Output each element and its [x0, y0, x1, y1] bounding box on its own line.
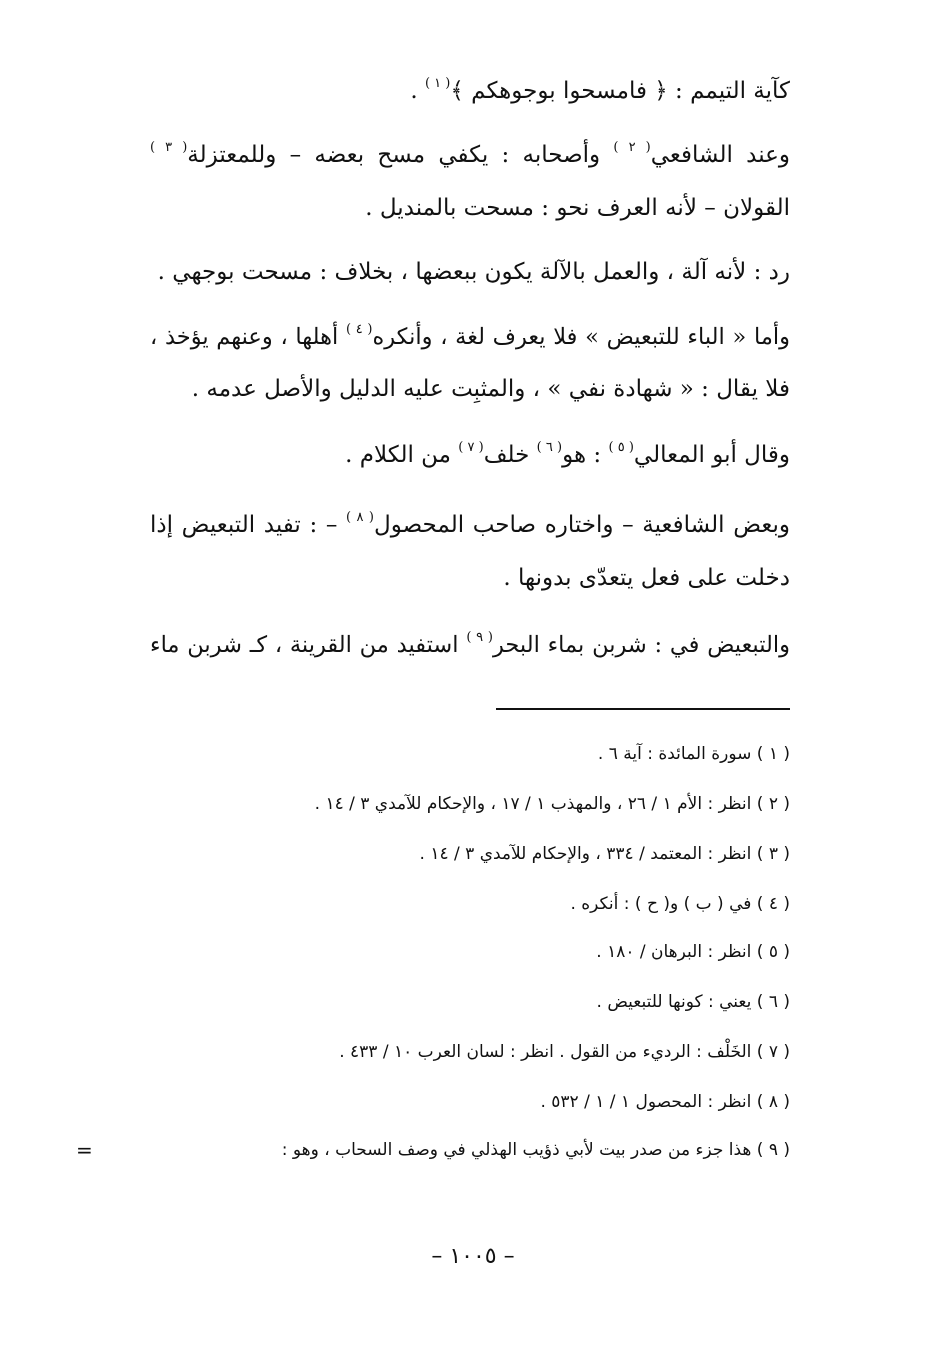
- footnote-ref-7: ( ٧ ): [458, 440, 484, 455]
- body-line-6: [150, 374, 790, 404]
- body-line-6-text: فلا يقال : « شهادة نفي » ، والمثبِت عليه الدليل والأصل عدمه .: [191, 376, 790, 402]
- body-line-2: [150, 140, 790, 170]
- body-line-5-tail: أهلها ، وعنهم يؤخذ ،: [150, 324, 346, 350]
- continuation-mark: =: [76, 1138, 93, 1162]
- body-line-1: [150, 76, 790, 106]
- footnote-7: ( ٧ ) الخَلْف : الرديء من القول . انظر : لسان العرب ١٠ / ٤٣٣ .: [339, 1042, 790, 1062]
- body-line-3: [150, 193, 790, 223]
- body-line-7-tail2: خلف: [483, 442, 537, 468]
- footnote-ref-6: ( ٦ ): [536, 440, 563, 455]
- page-number: – ١٠٠٥ –: [431, 1244, 515, 1269]
- body-line-2-tail: وأصحابه : يكفي مسح بعضه – وللمعتزلة: [187, 142, 614, 168]
- body-line-10: [150, 630, 790, 660]
- footnote-9: ( ٩ ) هذا جزء من صدر بيت لأبي ذؤيب الهذلي في وصف السحاب ، وهو :: [281, 1140, 790, 1160]
- body-line-9: [150, 563, 790, 593]
- body-line-8: [150, 510, 790, 540]
- footnote-ref-9: ( ٩ ): [466, 630, 493, 645]
- footnote-5: ( ٥ ) انظر : البرهان / ١٨٠ .: [596, 942, 790, 962]
- footnote-8: ( ٨ ) انظر : المحصول ١ / ١ / ٥٣٢ .: [540, 1092, 790, 1112]
- body-line-7: [150, 440, 790, 470]
- body-line-3-text: القولان – لأنه العرف نحو : مسحت بالمنديل .: [365, 195, 790, 221]
- footnote-ref-2: ( ٢ ): [613, 140, 651, 155]
- body-line-7-tail: : هو: [562, 442, 609, 468]
- body-line-9-text: دخلت على فعل يتعدّى بدونها .: [503, 565, 790, 591]
- body-line-5-text: وأما « الباء للتبعيض » فلا يعرف لغة ، وأنكره: [372, 324, 790, 350]
- footnote-ref-8: ( ٨ ): [345, 510, 375, 525]
- footnote-ref-3: ( ٣ ): [150, 140, 188, 155]
- footnote-ref-4: ( ٤ ): [345, 322, 373, 337]
- body-line-4-text: رد : لأنه آلة ، والعمل بالآلة يكون ببعضها ، بخلاف : مسحت بوجهي .: [157, 259, 790, 285]
- footnote-6: ( ٦ ) يعني : كونها للتبعيض .: [596, 992, 790, 1012]
- body-line-8-text: وبعض الشافعية – واختاره صاحب المحصول: [374, 512, 790, 538]
- body-line-1-tail: .: [410, 78, 425, 104]
- body-line-7-text: وقال أبو المعالي: [633, 442, 790, 468]
- body-line-4: [150, 257, 790, 287]
- body-line-2-text: وعند الشافعي: [650, 142, 790, 168]
- body-line-10-text: والتبعيض في : شربن بماء البحر: [492, 632, 790, 658]
- footnote-3: ( ٣ ) انظر : المعتمد / ٣٣٤ ، والإحكام للآمدي ٣ / ١٤ .: [419, 844, 790, 864]
- footnote-ref-1: ( ١ ): [424, 76, 451, 91]
- footnote-divider: [496, 708, 790, 710]
- body-line-10-tail: استفيد من القرينة ، كـ شربن ماء: [150, 632, 467, 658]
- body-line-1-text: كآية التيمم : ﴿ فامسحوا بوجوهكم ﴾: [450, 78, 790, 104]
- body-line-5: [150, 322, 790, 352]
- body-line-8-tail: – : تفيد التبعيض إذا: [150, 512, 346, 538]
- body-line-7-tail3: من الكلام .: [345, 442, 459, 468]
- footnote-2: ( ٢ ) انظر : الأم ١ / ٢٦ ، والمهذب ١ / ١٧ ، والإحكام للآمدي ٣ / ١٤ .: [314, 794, 790, 814]
- footnote-ref-5: ( ٥ ): [608, 440, 634, 455]
- footnote-1: ( ١ ) سورة المائدة : آية ٦ .: [597, 744, 790, 764]
- footnote-4: ( ٤ ) في ( ب ) و( ح ) : أنكره .: [570, 894, 790, 914]
